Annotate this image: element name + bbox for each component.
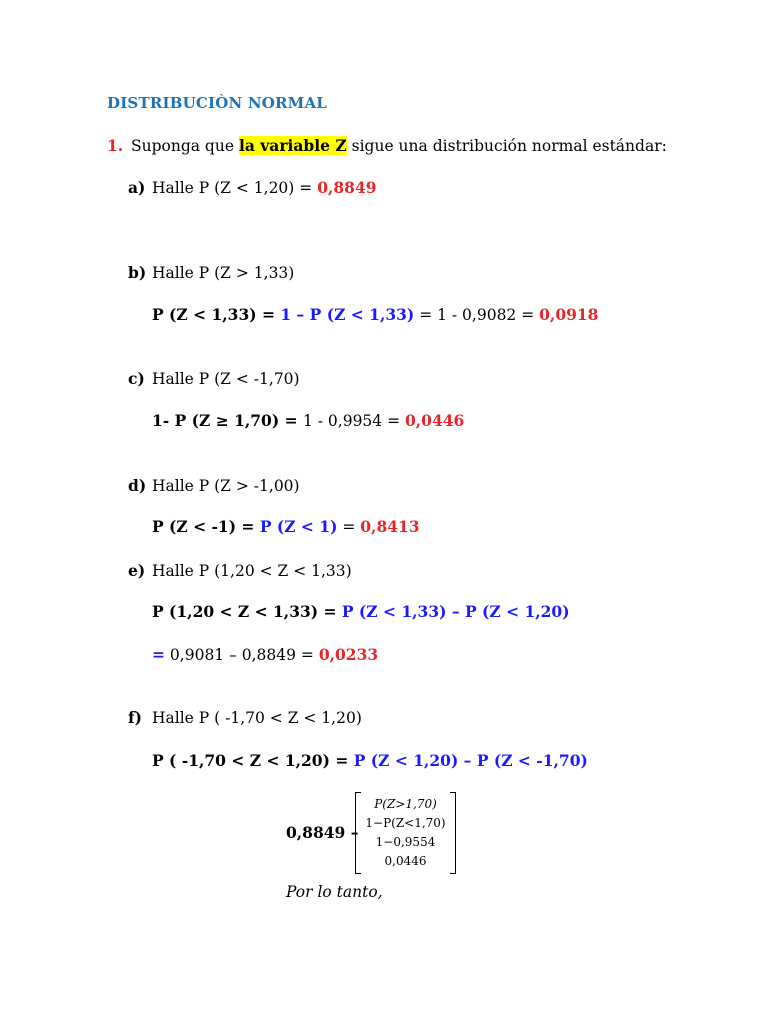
matrix-rows <box>362 795 449 871</box>
highlighted-variable: la variable Z <box>238 136 347 155</box>
item-b-step-black: P (Z < 1,33) = <box>152 305 281 324</box>
right-bracket <box>450 792 456 874</box>
item-f-step-blue: P (Z < 1,20) – P (Z < -1,70) <box>353 751 588 770</box>
item-f-label: f) <box>128 708 143 727</box>
problem-text-after: sigue una distribución normal estándar: <box>346 137 667 155</box>
item-e-step-blue: P (Z < 1,33) – P (Z < 1,20) <box>341 602 570 621</box>
problem-text-before: Suponga que <box>131 137 239 155</box>
item-e-label: e) <box>128 561 146 580</box>
item-b-question: Halle P (Z > 1,33) <box>152 264 295 282</box>
item-c-label: c) <box>128 369 145 388</box>
item-e-calc: 0,9081 – 0,8849 = <box>165 646 319 664</box>
item-e-equals: = <box>152 645 165 664</box>
item-c-question: Halle P (Z < -1,70) <box>152 370 300 388</box>
item-c-step-calc: 1 - 0,9954 = <box>302 412 405 430</box>
item-e-question: Halle P (1,20 < Z < 1,33) <box>152 562 352 580</box>
item-e-step <box>152 602 570 621</box>
item-d-label: d) <box>128 476 147 495</box>
item-f <box>128 708 362 727</box>
item-d-step <box>152 517 420 536</box>
item-c-answer: 0,0446 <box>405 411 465 430</box>
item-c <box>128 369 300 388</box>
matrix-row-4: 0,0446 <box>384 854 427 868</box>
item-f-step-black: P ( -1,70 < Z < 1,20) = <box>152 751 354 770</box>
item-f-step <box>152 751 588 770</box>
item-f-question: Halle P ( -1,70 < Z < 1,20) <box>152 709 362 727</box>
item-d-answer: 0,8413 <box>360 517 420 536</box>
item-b <box>128 263 294 282</box>
item-a <box>128 178 377 197</box>
problem-1 <box>107 136 667 155</box>
item-d-question: Halle P (Z > -1,00) <box>152 477 300 495</box>
item-d <box>128 476 300 495</box>
item-b-step <box>152 305 598 324</box>
item-b-label: b) <box>128 263 147 282</box>
item-a-answer: 0,8849 <box>317 178 377 197</box>
matrix-row-1: P(Z>1,70) <box>374 797 437 811</box>
item-d-step-black: P (Z < -1) = <box>152 517 260 536</box>
item-e-answer: 0,0233 <box>318 645 379 664</box>
item-b-answer: 0,0918 <box>539 305 599 324</box>
item-a-label: a) <box>128 178 146 197</box>
conclusion-text: Por lo tanto, <box>286 883 383 901</box>
matrix-row-3: 1−0,9554 <box>375 835 436 849</box>
left-bracket <box>355 792 361 874</box>
item-c-step-black: 1- P (Z ≥ 1,70) = <box>152 411 303 430</box>
matrix-row-2: 1−P(Z<1,70) <box>365 816 446 830</box>
item-b-step-blue: 1 – P (Z < 1,33) <box>280 305 415 324</box>
document-title: DISTRIBUCIÒN NORMAL <box>107 94 328 112</box>
item-d-step-calc: = <box>337 518 361 536</box>
item-a-question: Halle P (Z < 1,20) = <box>152 179 318 197</box>
item-d-step-blue: P (Z < 1) <box>259 517 338 536</box>
item-e-result <box>152 645 378 664</box>
matrix-prefix: 0,8849 – <box>286 823 359 842</box>
item-c-step <box>152 411 464 430</box>
problem-number: 1. <box>107 136 124 155</box>
item-e-step-black: P (1,20 < Z < 1,33) = <box>152 602 342 621</box>
item-b-step-calc: = 1 - 0,9082 = <box>414 306 540 324</box>
matrix-bracket <box>355 792 456 874</box>
item-e <box>128 561 352 580</box>
